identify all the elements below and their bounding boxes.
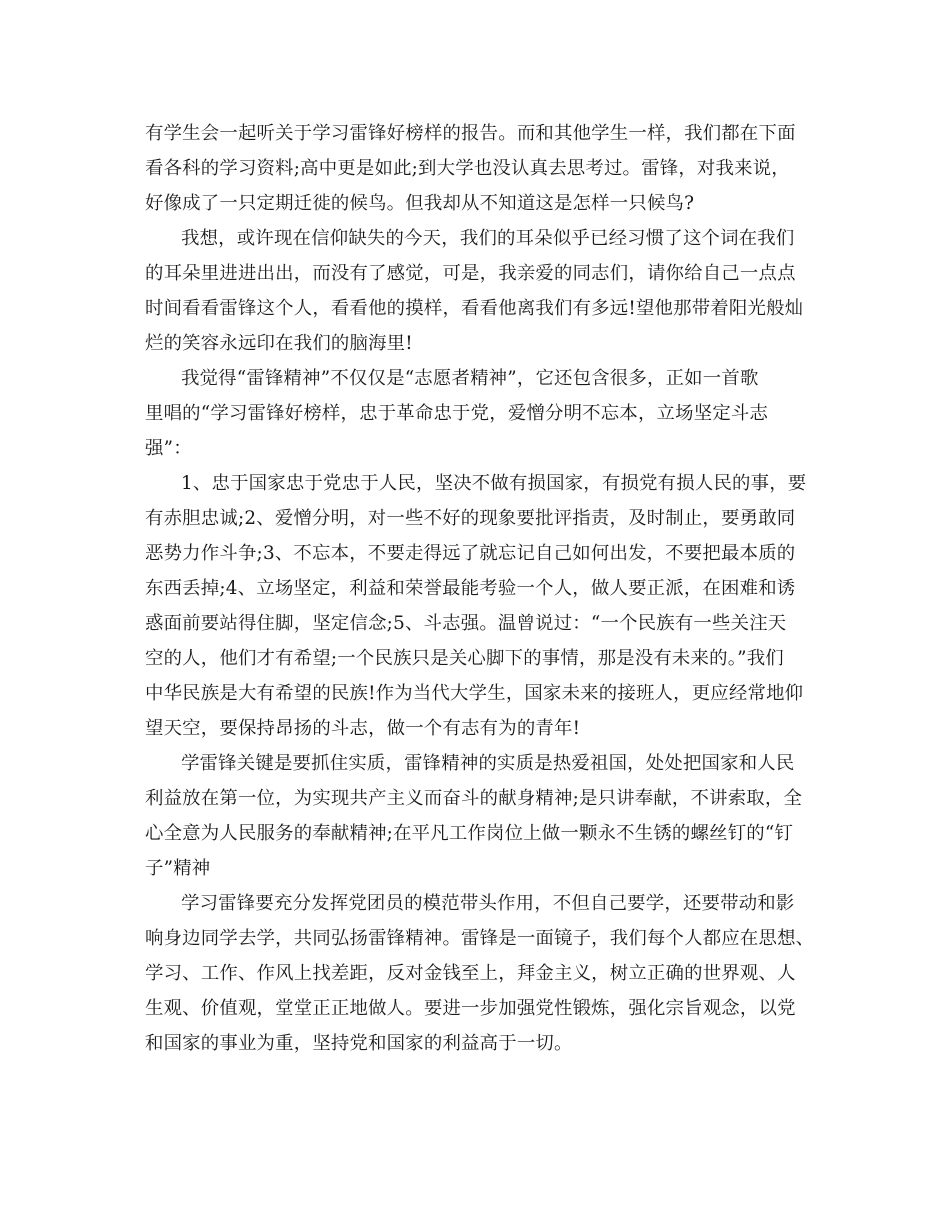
paragraph-first-line: 我觉得“雷锋精神”不仅仅是“志愿者精神”，它还包含很多，正如一首歌 — [181, 368, 759, 389]
text-line: 里唱的“学习雷锋好榜样，忠于革命忠于党，爱憎分明不忘本，立场坚定斗志 — [145, 403, 769, 424]
text-line: 好像成了一只定期迁徙的候鸟。但我却从不知道这是怎样一只候鸟? — [145, 193, 695, 214]
paragraph-first-line: 学雷锋关键是要抓住实质，雷锋精神的实质是热爱祖国，处处把国家和人民 — [181, 753, 795, 774]
text-line: 和国家的事业为重，坚持党和国家的利益高于一切。 — [145, 1033, 573, 1054]
text-line: 望天空，要保持昂扬的斗志，做一个有志有为的青年! — [145, 718, 581, 739]
text-line: 恶势力作斗争;3、不忘本，不要走得远了就忘记自己如何出发，不要把最本质的 — [145, 543, 796, 564]
paragraph-first-line: 我想，或许现在信仰缺失的今天，我们的耳朵似乎已经习惯了这个词在我们 — [181, 228, 795, 249]
text-line: 空的人，他们才有希望;一个民族只是关心脚下的事情，那是没有未来的。”我们 — [145, 648, 784, 669]
paragraph-first-line: 1、忠于国家忠于党忠于人民，坚决不做有损国家，有损党有损人民的事，要 — [181, 473, 807, 494]
text-line: 烂的笑容永远印在我们的脑海里! — [145, 333, 413, 354]
text-line: 心全意为人民服务的奉献精神;在平凡工作岗位上做一颗永不生锈的螺丝钉的“钉 — [145, 823, 794, 844]
text-line: 有赤胆忠诚;2、爱憎分明，对一些不好的现象要批评指责，及时制止，要勇敢同 — [145, 508, 796, 529]
text-line: 惑面前要站得住脚，坚定信念;5、斗志强。温曾说过：“一个民族有一些关注天 — [145, 613, 787, 634]
text-line: 利益放在第一位，为实现共产主义而奋斗的献身精神;是只讲奉献，不讲索取，全 — [145, 788, 803, 809]
text-line: 生观、价值观，堂堂正正地做人。要进一步加强党性锻炼，强化宗旨观念，以党 — [145, 998, 796, 1019]
paragraph-first-line: 学习雷锋要充分发挥党团员的模范带头作用，不但自己要学，还要带动和影 — [181, 893, 795, 914]
text-line: 的耳朵里进进出出，而没有了感觉，可是，我亲爱的同志们，请你给自己一点点 — [145, 263, 796, 284]
text-line: 看各科的学习资料;高中更是如此;到大学也没认真去思考过。雷锋，对我来说， — [145, 158, 790, 179]
text-line: 子”精神 — [145, 858, 211, 879]
text-line: 强”： — [145, 438, 192, 459]
text-line: 响身边同学去学，共同弘扬雷锋精神。雷锋是一面镜子，我们每个人都应在思想、 — [145, 928, 815, 949]
text-line: 有学生会一起听关于学习雷锋好榜样的报告。而和其他学生一样，我们都在下面 — [145, 123, 796, 144]
text-line: 学习、工作、作风上找差距，反对金钱至上，拜金主义，树立正确的世界观、人 — [145, 963, 796, 984]
text-line: 时间看看雷锋这个人，看看他的摸样，看看他离我们有多远!望他那带着阳光般灿 — [145, 298, 804, 319]
text-line: 中华民族是大有希望的民族!作为当代大学生，国家未来的接班人，更应经常地仰 — [145, 683, 804, 704]
text-line: 东西丢掉;4、立场坚定，利益和荣誉最能考验一个人，做人要正派，在困难和诱 — [145, 578, 796, 599]
